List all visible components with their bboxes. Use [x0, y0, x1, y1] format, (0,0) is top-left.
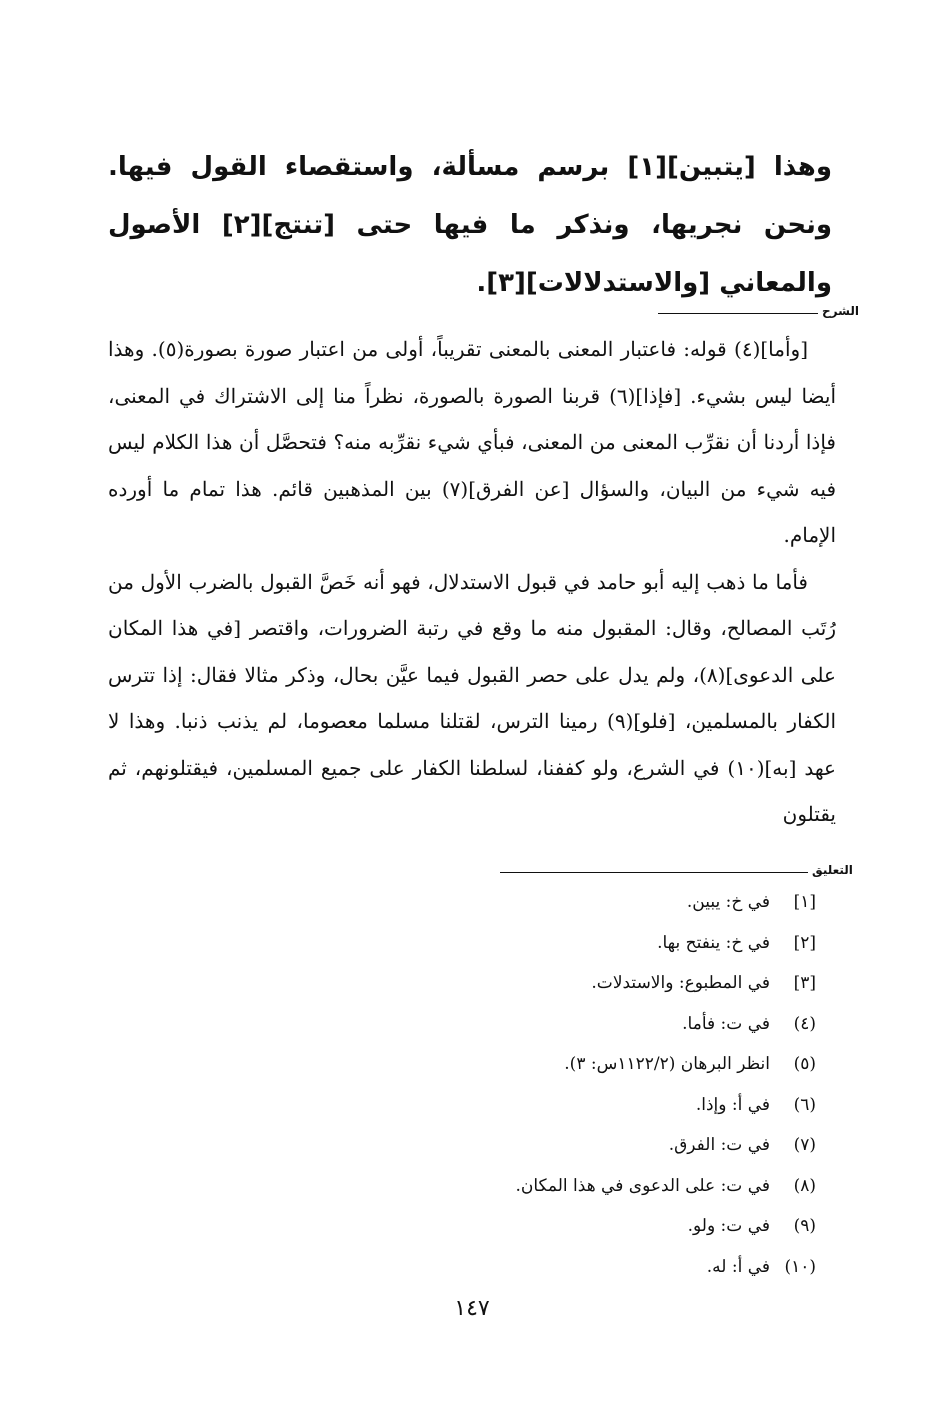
footnote — [108, 1004, 816, 1045]
footnote — [108, 923, 816, 964]
commentary-paragraph-2: فأما ما ذهب إليه أبو حامد في قبول الاستدلال، فهو أنه خَصَّ القبول بالضرب الأول من رُتَب المصالح، وقال: المقبول منه ما وقع في رتبة الضرورات، واقتصر [في هذا المكان على الدعوى](٨)، ولم يدل على حصر القبول فيما عيَّن بحال، وذكر مثالا فقال: إذا تترس الكفار بالمسلمين، [فلو](٩) رمينا الترس، لقتلنا مسلما معصوما، لم يذنب ذنبا. وهذا لا عهد [به](١٠) في الشرع، ولو كففنا، لسلطنا الكفار على جميع المسلمين، فيقتلونهم، ثم يقتلون — [108, 569, 836, 826]
footnote — [108, 882, 816, 923]
footnote-number: [١] — [793, 892, 816, 912]
footnote-text: في خ: ينفتح بها. — [657, 932, 770, 953]
footnote — [108, 1125, 816, 1166]
taliq-label: التعليق — [812, 863, 853, 877]
sharh-separator-line — [658, 313, 818, 314]
footnote-number: (٧) — [793, 1135, 816, 1155]
footnote-number: (٥) — [793, 1054, 816, 1074]
commentary-paragraph-1: [وأما](٤) قوله: فاعتبار المعنى بالمعنى تقريباً، أولى من اعتبار صورة بصورة(٥). وهذا أيضا ليس بشيء. [فإذا](٦) قربنا الصورة بالصورة، نظراً منا إلى الاشتراك في المعنى، فإذا أردنا أن نقرِّب المعنى من المعنى، فبأي شيء نقرِّبه منه؟ فتحصَّل أن هذا الكلام ليس فيه شيء من البيان، والسؤال [عن الفرق](٧) بين المذهبين قائم. هذا تمام ما أورده الإمام. — [108, 337, 837, 547]
page-number: ١٤٧ — [454, 1296, 490, 1321]
sharh-label: الشرح — [822, 304, 859, 318]
footnote-text: في ت: على الدعوى في هذا المكان. — [515, 1175, 770, 1196]
footnote — [108, 1085, 816, 1126]
notes-separator-line — [500, 872, 808, 873]
commentary — [108, 326, 836, 838]
footnote — [108, 1044, 816, 1085]
footnote-text: في أ: له. — [706, 1256, 770, 1277]
footnote — [108, 1166, 816, 1207]
footnote — [108, 1247, 816, 1288]
footnote-number: (٨) — [793, 1175, 816, 1196]
main-text: وهذا [يتبين][١] برسم مسألة، واستقصاء القول فيها. ونحن نجريها، ونذكر ما فيها حتى [تنتج][٢] الأصول والمعاني [والاستدلالات][٣]. — [108, 152, 832, 298]
footnote-number: (٦) — [793, 1094, 816, 1115]
footnote-text: في خ: يبين. — [686, 892, 770, 912]
footnote — [108, 963, 816, 1004]
footnote-text: في ت: فأما. — [682, 1013, 770, 1034]
footnote-text: انظر البرهان (١١٢٢/٢س: ٣). — [564, 1054, 770, 1074]
footnote-number: (١٠) — [784, 1256, 816, 1277]
footnote-text: في ت: الفرق. — [668, 1135, 770, 1155]
footnote-number: [٣] — [793, 973, 816, 993]
footnote-number: [٢] — [793, 932, 816, 953]
footnotes — [108, 882, 816, 1287]
footnote-text: في المطبوع: والاستدلات. — [591, 973, 770, 993]
footnote-text: في ت: ولو. — [687, 1216, 770, 1236]
footnote — [108, 1206, 816, 1247]
footnote-number: (٤) — [793, 1013, 816, 1034]
footnote-number: (٩) — [793, 1216, 816, 1236]
footnote-text: في أ: وإذا. — [695, 1094, 770, 1115]
